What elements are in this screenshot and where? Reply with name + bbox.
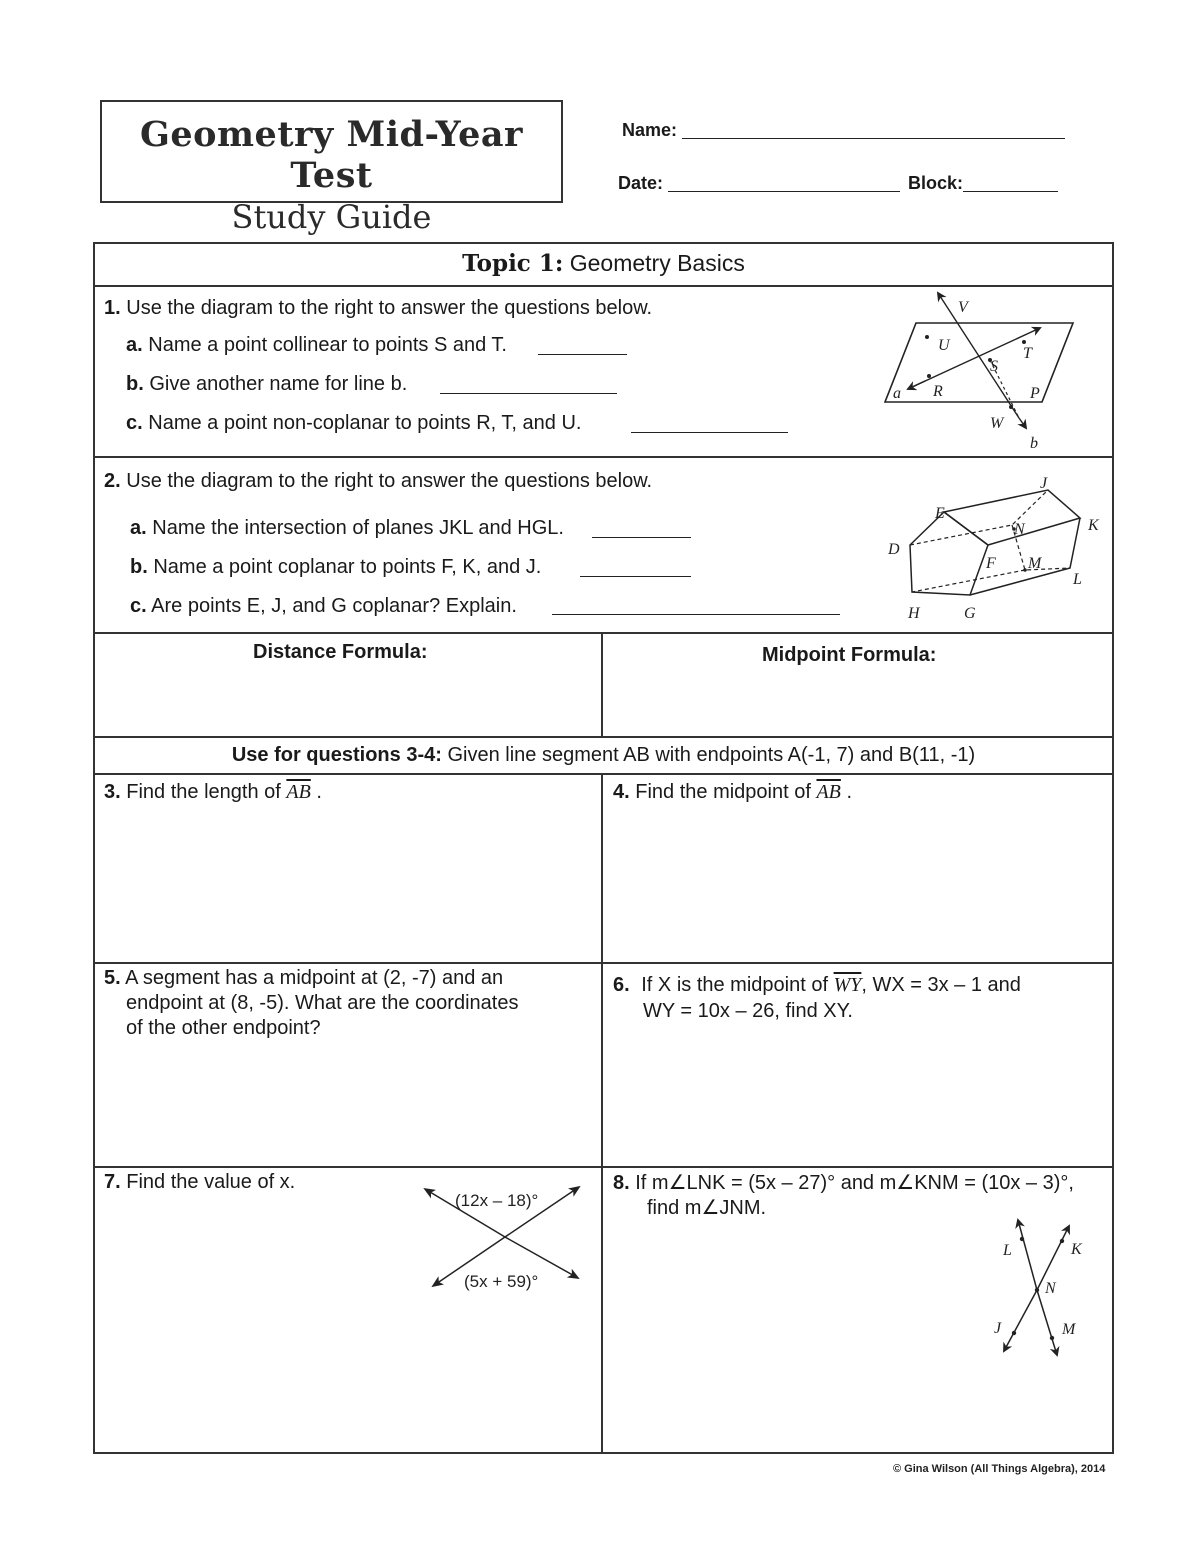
q2-number: 2. xyxy=(104,470,121,492)
q2-prism-diagram xyxy=(880,470,1110,630)
q1-label-a: a xyxy=(893,385,901,402)
q8-line2: find m∠JNM. xyxy=(647,1197,767,1219)
q1a-text: Name a point collinear to points S and T. xyxy=(148,334,507,356)
use-for-label: Use for questions 3-4: xyxy=(231,744,442,766)
q1-text: Use the diagram to the right to answer the questions below. xyxy=(126,297,653,319)
q2a-label: a. xyxy=(130,517,147,539)
use-for-text: Given line segment AB with endpoints A(-1, 7) and B(11, -1) xyxy=(447,744,976,766)
q8-label-J: J xyxy=(994,1320,1002,1337)
name-label: Name: xyxy=(622,120,678,140)
q7-number: 7. xyxy=(104,1171,121,1193)
q4-segment: $\overline{AB}$ xyxy=(816,781,841,803)
q2a xyxy=(130,517,564,540)
page-title: Geometry Mid-Year Test xyxy=(140,114,523,196)
q2-label-J: J xyxy=(1040,475,1048,492)
q1b-label: b. xyxy=(126,373,144,395)
q8-line1: If m∠LNK = (5x – 27)° and m∠KNM = (10x – 3)°, xyxy=(635,1172,1074,1194)
q8-number: 8. xyxy=(613,1172,630,1194)
topic-prefix: Topic 1: xyxy=(462,250,564,277)
q5-number: 5. xyxy=(104,967,121,989)
q5-prompt xyxy=(104,966,518,1041)
q4-prompt xyxy=(613,781,852,804)
q8-prompt xyxy=(613,1171,1074,1221)
q4-end: . xyxy=(846,781,853,803)
title-box xyxy=(100,100,563,236)
q4-text: Find the midpoint of xyxy=(635,781,811,803)
distance-formula-label: Distance Formula: xyxy=(253,641,428,663)
q1-prompt xyxy=(104,297,652,320)
use-for-questions-3-4 xyxy=(93,744,1114,767)
q8-label-M: M xyxy=(1062,1321,1076,1338)
q8-label-L: L xyxy=(1003,1242,1012,1259)
q3-segment: $\overline{AB}$ xyxy=(286,781,311,803)
q1b-answer-field[interactable] xyxy=(440,393,617,394)
q6-number: 6. xyxy=(613,974,630,996)
q1b-text: Give another name for line b. xyxy=(149,373,408,395)
q2-label-L: L xyxy=(1073,571,1082,588)
q5-line2: endpoint at (8, -5). What are the coordinates xyxy=(126,992,519,1014)
q1-label-R: R xyxy=(933,383,943,400)
q1-label-U: U xyxy=(938,337,950,354)
q2-label-K: K xyxy=(1088,517,1099,534)
q3-end: . xyxy=(316,781,322,803)
date-label: Date: xyxy=(618,173,664,193)
q1c xyxy=(126,412,581,435)
q4-number: 4. xyxy=(613,781,630,803)
q2c-answer-field[interactable] xyxy=(552,614,840,615)
q7-angle-diagram xyxy=(415,1175,595,1300)
q1-label-b: b xyxy=(1030,435,1038,452)
q6-prompt xyxy=(613,972,1021,1024)
q6-line2: WY = 10x – 26, find XY. xyxy=(643,1000,853,1022)
q2c xyxy=(130,595,517,618)
q1a xyxy=(126,334,507,357)
q2c-text: Are points E, J, and G coplanar? Explain. xyxy=(151,595,517,617)
q2-text: Use the diagram to the right to answer the questions below. xyxy=(126,470,653,492)
q2-label-F: F xyxy=(986,555,996,572)
date-field[interactable] xyxy=(668,191,900,192)
copyright-notice: © Gina Wilson (All Things Algebra), 2014 xyxy=(893,1463,1106,1475)
q2-label-H: H xyxy=(908,605,920,622)
q1-label-T: T xyxy=(1023,345,1032,362)
q6-line1b: , WX = 3x – 1 and xyxy=(861,974,1021,996)
q1-label-P: P xyxy=(1030,385,1040,402)
q1a-answer-field[interactable] xyxy=(538,354,627,355)
q1-label-S: S xyxy=(990,358,998,375)
q1-number: 1. xyxy=(104,297,121,319)
q5-line3: of the other endpoint? xyxy=(126,1017,321,1039)
q1c-text: Name a point non-coplanar to points R, T, and U. xyxy=(148,412,582,434)
q1-plane-diagram xyxy=(880,290,1080,455)
q2-label-N: N xyxy=(1014,521,1025,538)
q7-prompt xyxy=(104,1171,295,1194)
q2c-label: c. xyxy=(130,595,147,617)
q3-prompt xyxy=(104,781,322,804)
q2b-label: b. xyxy=(130,556,148,578)
q2b-text: Name a point coplanar to points F, K, and J. xyxy=(153,556,542,578)
q6-line1a: If X is the midpoint of xyxy=(641,974,829,996)
q7-angle-top: (12x – 18)° xyxy=(455,1191,539,1210)
block-field[interactable] xyxy=(963,191,1058,192)
q1-label-V: V xyxy=(958,299,968,316)
q1-label-W: W xyxy=(990,415,1004,432)
page-subtitle: Study Guide xyxy=(231,198,432,236)
q1a-label: a. xyxy=(126,334,143,356)
q2b-answer-field[interactable] xyxy=(580,576,691,577)
q2-label-M: M xyxy=(1028,555,1042,572)
q2-label-D: D xyxy=(888,541,900,558)
midpoint-formula-label: Midpoint Formula: xyxy=(762,644,937,666)
q2-label-E: E xyxy=(935,505,945,522)
topic-header xyxy=(93,250,1114,277)
q3-number: 3. xyxy=(104,781,121,803)
q7-angle-bottom: (5x + 59)° xyxy=(464,1272,539,1291)
q6-segment: $\overline{WY}$ xyxy=(833,974,862,996)
q3-text: Find the length of xyxy=(126,781,281,803)
q2a-answer-field[interactable] xyxy=(592,537,691,538)
q8-angle-diagram xyxy=(985,1215,1095,1360)
q1c-answer-field[interactable] xyxy=(631,432,788,433)
q1c-label: c. xyxy=(126,412,143,434)
q8-label-K: K xyxy=(1071,1241,1082,1258)
q8-label-N: N xyxy=(1045,1280,1056,1297)
q2a-text: Name the intersection of planes JKL and HGL. xyxy=(152,517,564,539)
q2b xyxy=(130,556,541,579)
block-label: Block: xyxy=(908,173,964,193)
q5-line1: A segment has a midpoint at (2, -7) and an xyxy=(125,967,504,989)
name-field[interactable] xyxy=(682,138,1065,139)
q7-text: Find the value of x. xyxy=(126,1171,296,1193)
q2-prompt xyxy=(104,470,652,493)
q2-label-G: G xyxy=(964,605,976,622)
q1b xyxy=(126,373,407,396)
topic-name: Geometry Basics xyxy=(569,250,745,276)
